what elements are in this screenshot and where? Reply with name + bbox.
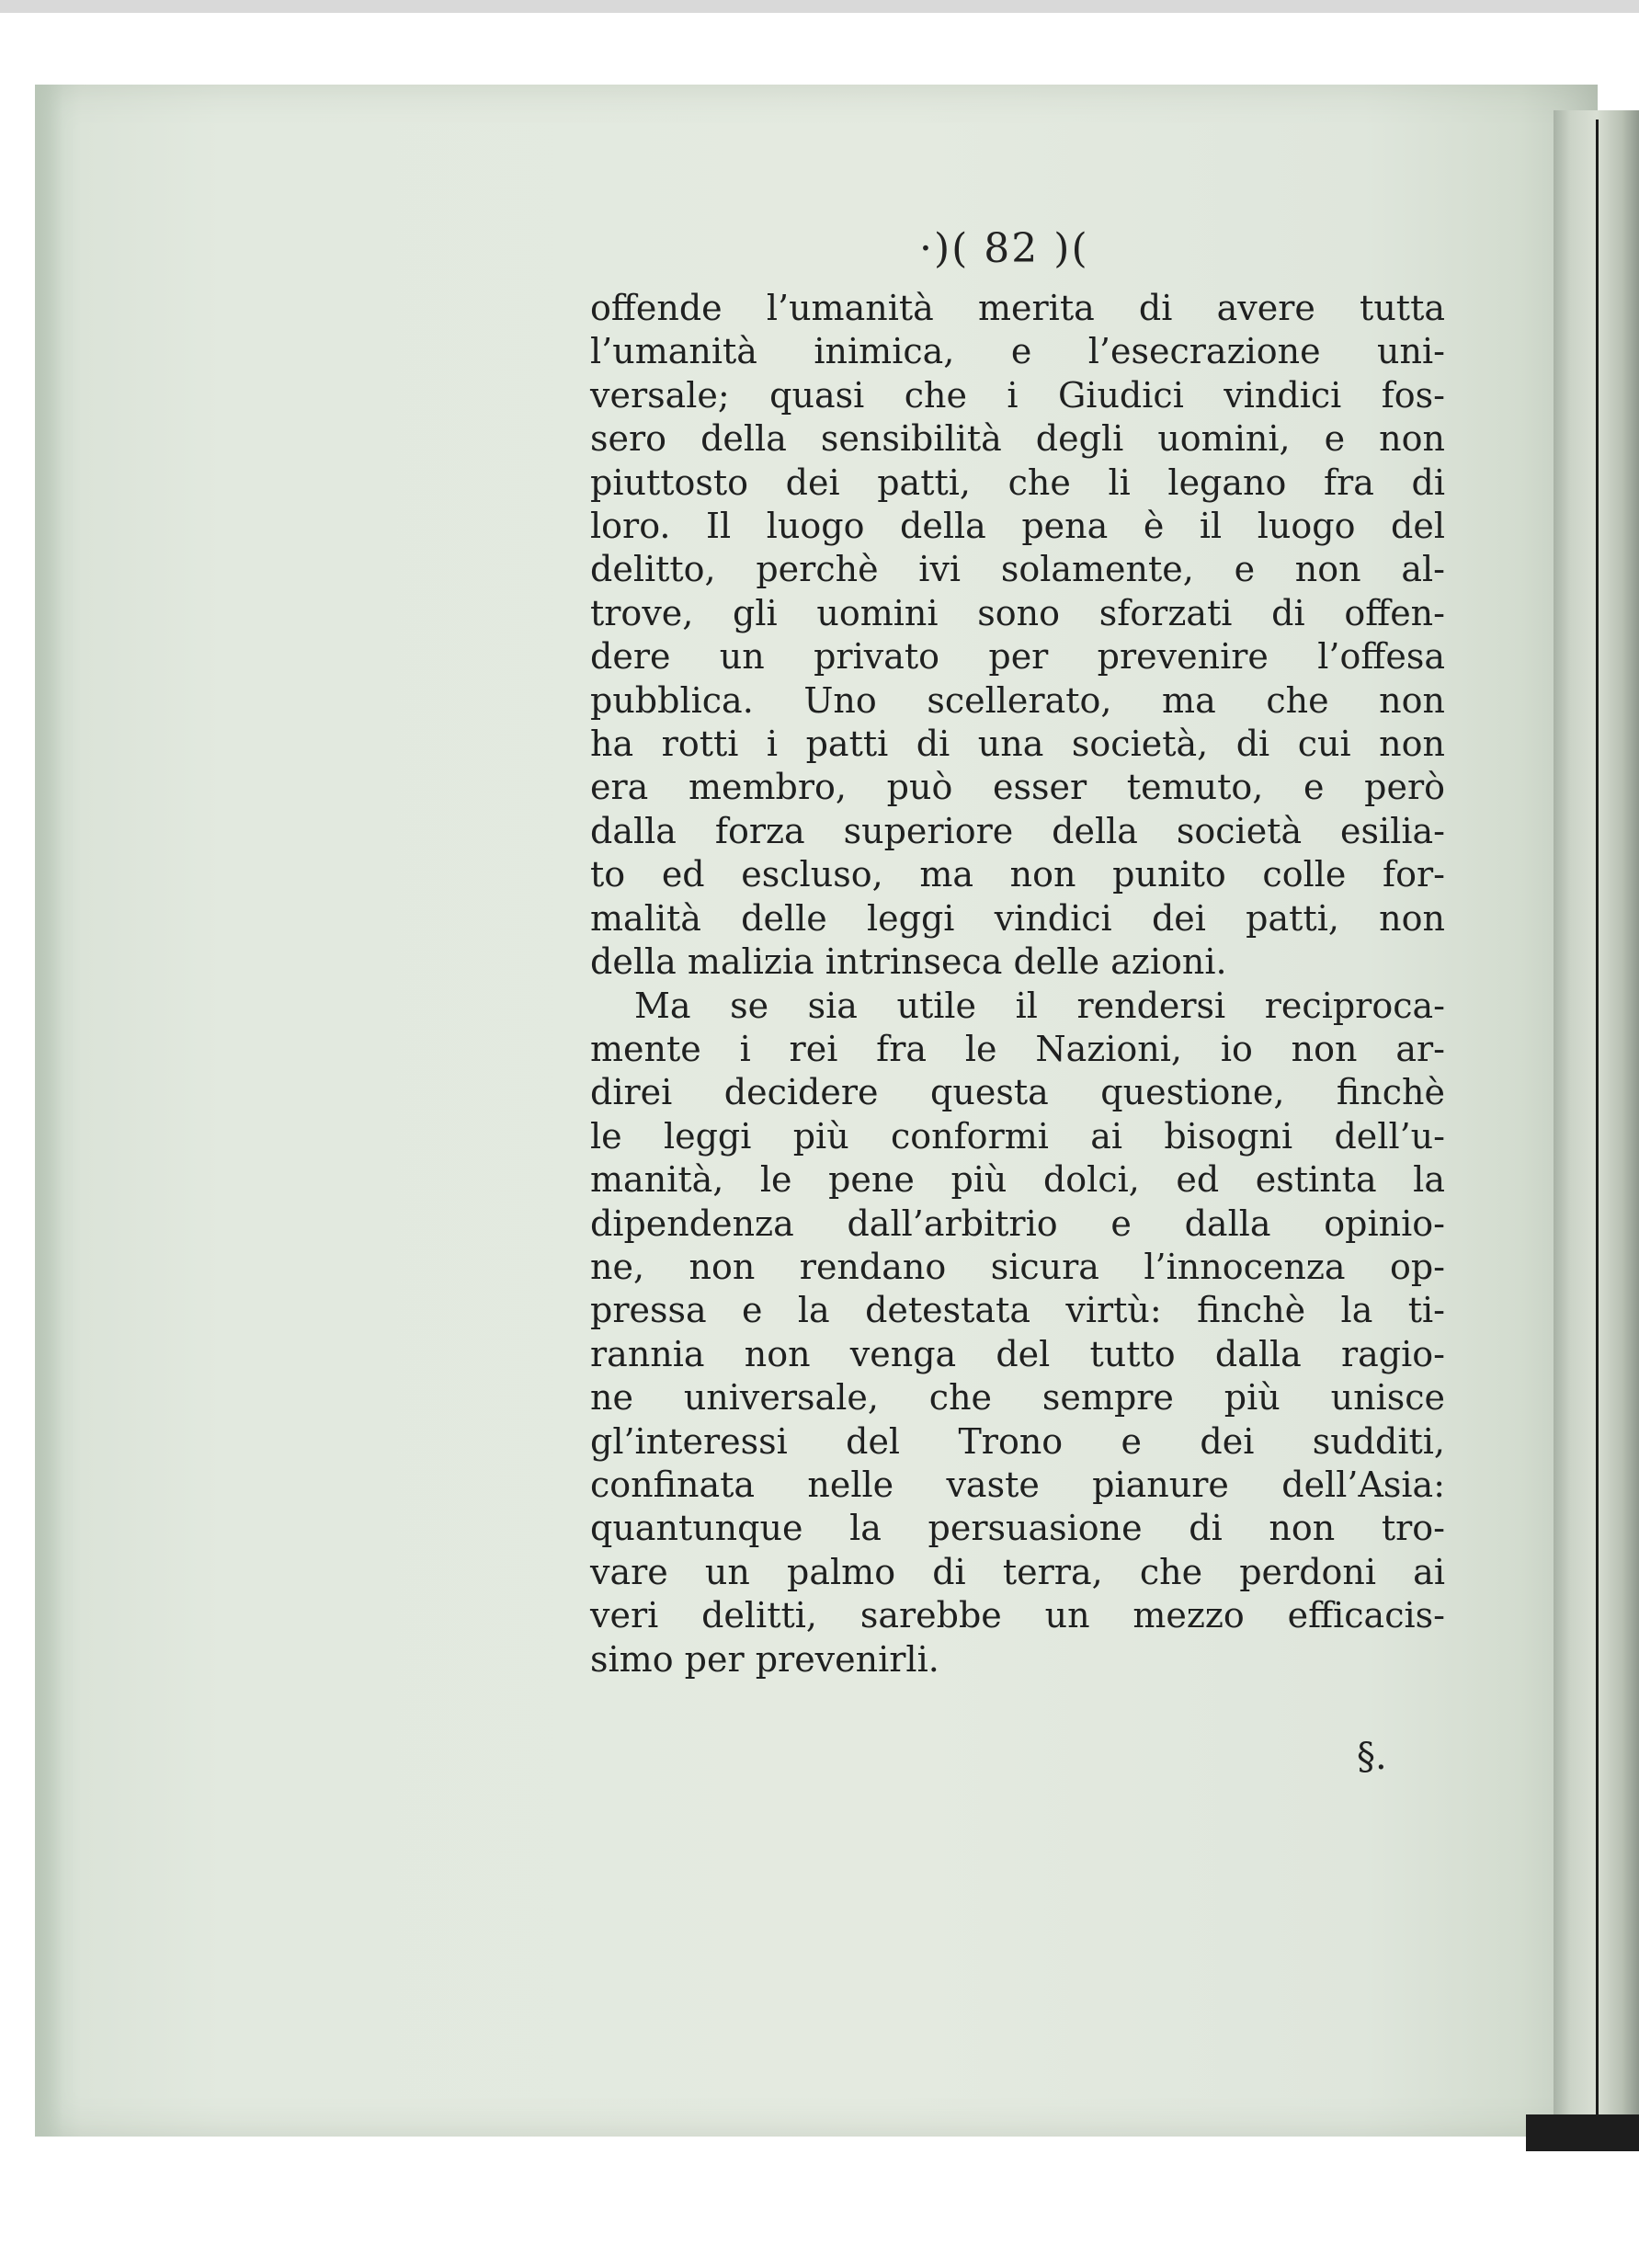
page-header: ·)( 82 )( — [919, 225, 1089, 272]
catchword: §. — [1357, 1736, 1387, 1778]
text-line: delitto, perchè ivi solamente, e non al- — [590, 549, 1445, 590]
bottom-shadow — [1526, 2114, 1639, 2151]
spine-line — [1596, 120, 1599, 2124]
text-line: della malizia intrinseca delle azioni. — [590, 941, 1227, 983]
text-line: trove, gli uomini sono sforzati di offen- — [590, 592, 1445, 633]
text-line: pubblica. Uno scellerato, ma che non — [590, 679, 1445, 721]
text-line: quantunque la persuasione di non tro- — [590, 1508, 1445, 1549]
text-line: confinata nelle vaste pianure dell’Asia: — [590, 1464, 1445, 1505]
text-line: Ma se sia utile il rendersi reciproca- — [634, 985, 1445, 1026]
page-left-edge — [35, 85, 63, 2137]
text-line: veri delitti, sarebbe un mezzo efficacis- — [590, 1595, 1445, 1636]
text-line: offende l’umanità merita di avere tutta — [590, 288, 1445, 328]
text-line: sero della sensibilità degli uomini, e non — [590, 418, 1445, 460]
text-line: pressa e la detestata virtù: finchè la ti- — [590, 1290, 1445, 1331]
text-line: dere un privato per prevenire l’offesa — [590, 636, 1445, 678]
text-line: mente i rei fra le Nazioni, io non ar- — [590, 1028, 1445, 1069]
text-line: to ed escluso, ma non punito colle for- — [590, 854, 1445, 895]
text-line: malità delle leggi vindici dei patti, non — [590, 897, 1445, 939]
text-line: ne, non rendano sicura l’innocenza op- — [590, 1246, 1445, 1287]
text-line: ha rotti i patti di una società, di cui non — [590, 724, 1445, 765]
text-line: gl’interessi del Trono e dei sudditi, — [590, 1420, 1445, 1462]
scanner-top-strip — [0, 0, 1639, 13]
text-line: versale; quasi che i Giudici vindici fos- — [590, 374, 1445, 416]
text-line: rannia non venga del tutto dalla ragio- — [590, 1333, 1445, 1374]
text-line: dalla forza superiore della società esilia- — [590, 810, 1445, 851]
text-line: dipendenza dall’arbitrio e dalla opinio- — [590, 1202, 1445, 1244]
text-line: le leggi più conformi ai bisogni dell’u- — [590, 1115, 1445, 1157]
text-line: vare un palmo di terra, che perdoni ai — [590, 1551, 1445, 1592]
text-line: simo per prevenirli. — [590, 1638, 939, 1680]
text-line: ne universale, che sempre più unisce — [590, 1377, 1445, 1419]
text-line: era membro, può esser temuto, e però — [590, 767, 1445, 808]
text-line: manità, le pene più dolci, ed estinta la — [590, 1159, 1445, 1201]
text-line: piuttosto dei patti, che li legano fra di — [590, 462, 1445, 503]
text-line: direi decidere questa questione, finchè — [590, 1072, 1445, 1113]
text-line: l’umanità inimica, e l’esecrazione uni- — [590, 331, 1445, 372]
text-line: loro. Il luogo della pena è il luogo del — [590, 506, 1445, 547]
body-text — [590, 287, 1445, 1681]
